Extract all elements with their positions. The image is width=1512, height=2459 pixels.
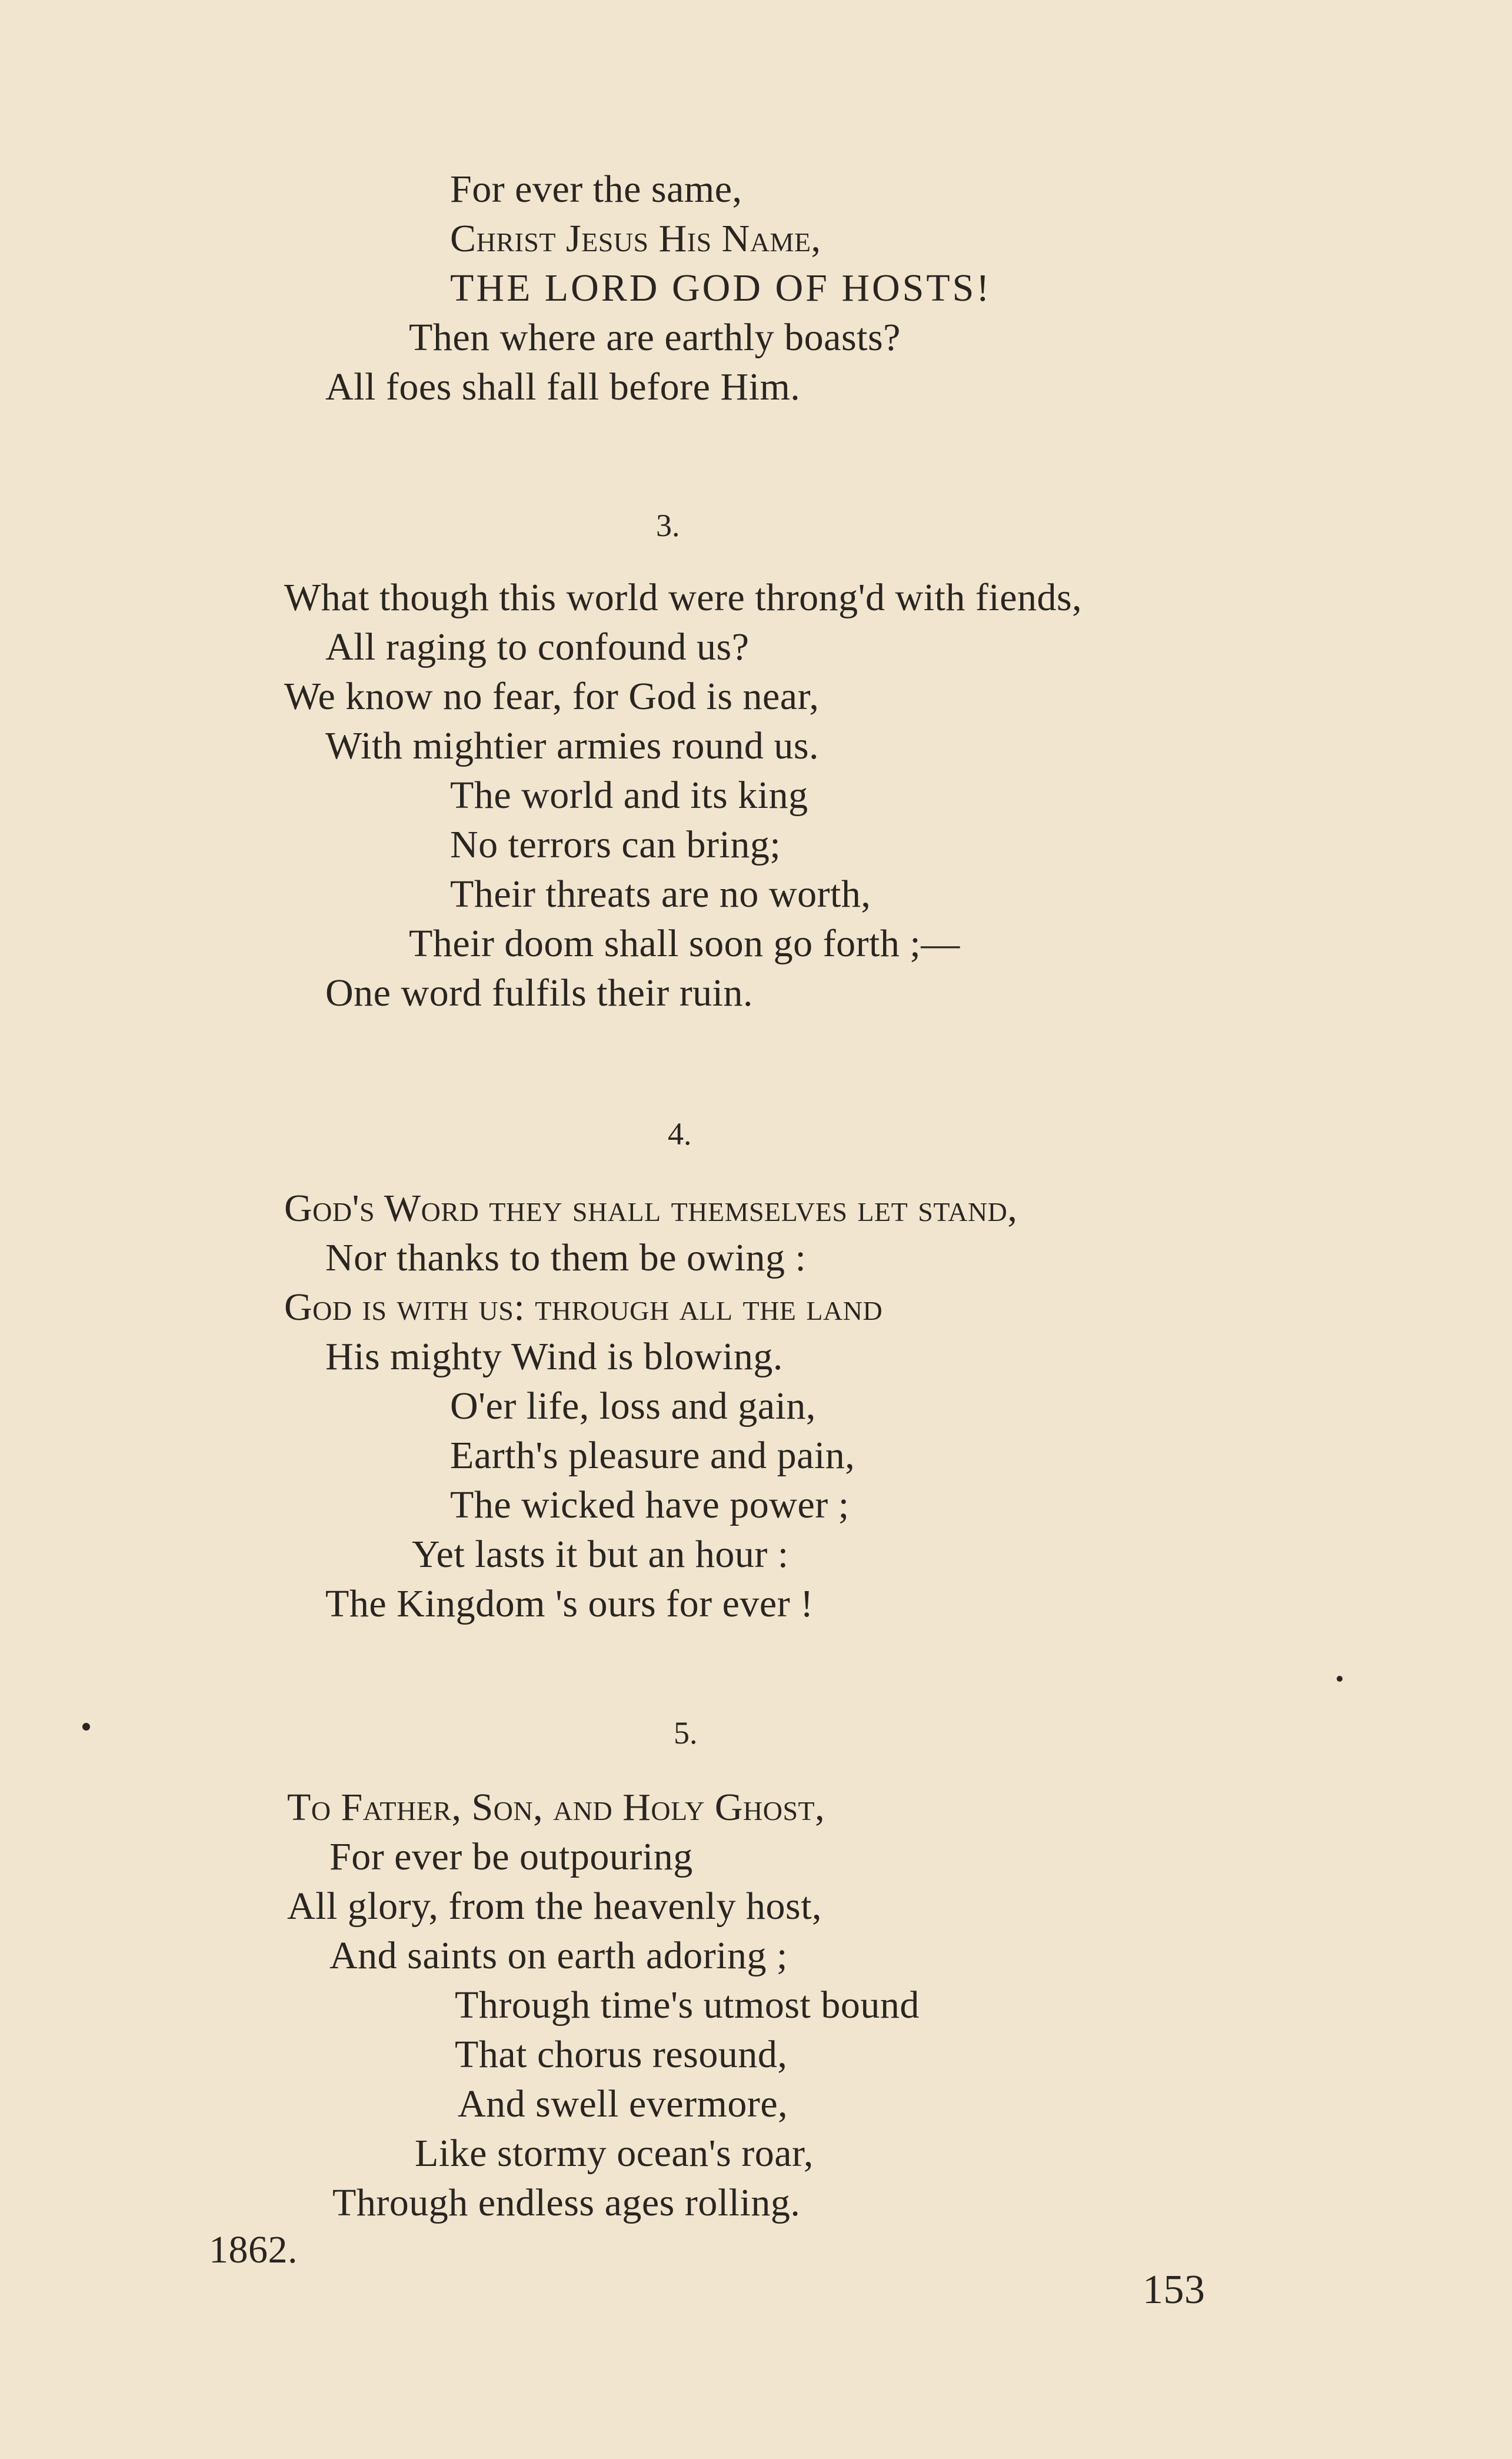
verse-line: All raging to confound us? (325, 625, 750, 668)
verse-line: The world and its king (450, 774, 808, 817)
verse-line: With mightier armies round us. (325, 724, 820, 767)
verse-line: Their threats are no worth, (450, 873, 871, 916)
verse-line: Christ Jesus His Name, (450, 217, 821, 260)
verse-line: All glory, from the heavenly host, (287, 1885, 822, 1928)
verse-line: For ever the same, (450, 168, 742, 211)
verse-line: All foes shall fall before Him. (325, 365, 801, 408)
stanza-number: 4. (668, 1116, 692, 1152)
verse-line: We know no fear, for God is near, (284, 675, 820, 718)
stanza-number: 3. (656, 508, 680, 543)
verse-line: What though this world were throng'd with fiends, (284, 576, 1083, 619)
verse-line: To Father, Son, and Holy Ghost, (287, 1786, 825, 1829)
verse-line: Through endless ages rolling. (332, 2181, 801, 2224)
ink-speck (1337, 1676, 1343, 1682)
verse-line: One word fulfils their ruin. (325, 971, 754, 1014)
verse-line: God's Word they shall themselves let stand, (284, 1187, 1018, 1230)
verse-line: And saints on earth adoring ; (329, 1934, 788, 1977)
verse-line: Like stormy ocean's roar, (415, 2132, 814, 2175)
verse-line: Their doom shall soon go forth ;— (409, 922, 960, 965)
verse-line: No terrors can bring; (450, 823, 781, 866)
verse-line: His mighty Wind is blowing. (325, 1335, 783, 1378)
year-of-composition: 1862. (209, 2228, 298, 2271)
verse-line: Then where are earthly boasts? (409, 316, 901, 359)
verse-line: Nor thanks to them be owing : (325, 1236, 807, 1279)
stanza-number: 5. (674, 1715, 698, 1751)
verse-line: Through time's utmost bound (455, 1984, 920, 2027)
verse-line: For ever be outpouring (329, 1835, 693, 1878)
ink-speck (82, 1723, 90, 1731)
verse-line: God is with us: through all the land (284, 1286, 883, 1329)
verse-line: THE LORD GOD OF HOSTS! (450, 267, 992, 310)
verse-line: Yet lasts it but an hour : (412, 1533, 789, 1576)
verse-line: The wicked have power ; (450, 1483, 850, 1526)
page-number: 153 (1143, 2267, 1205, 2312)
verse-line: That chorus resound, (455, 2033, 788, 2076)
verse-line: And swell evermore, (458, 2082, 788, 2125)
verse-line: O'er life, loss and gain, (450, 1385, 816, 1428)
verse-line: The Kingdom 's ours for ever ! (325, 1582, 814, 1625)
verse-line: Earth's pleasure and pain, (450, 1434, 855, 1477)
